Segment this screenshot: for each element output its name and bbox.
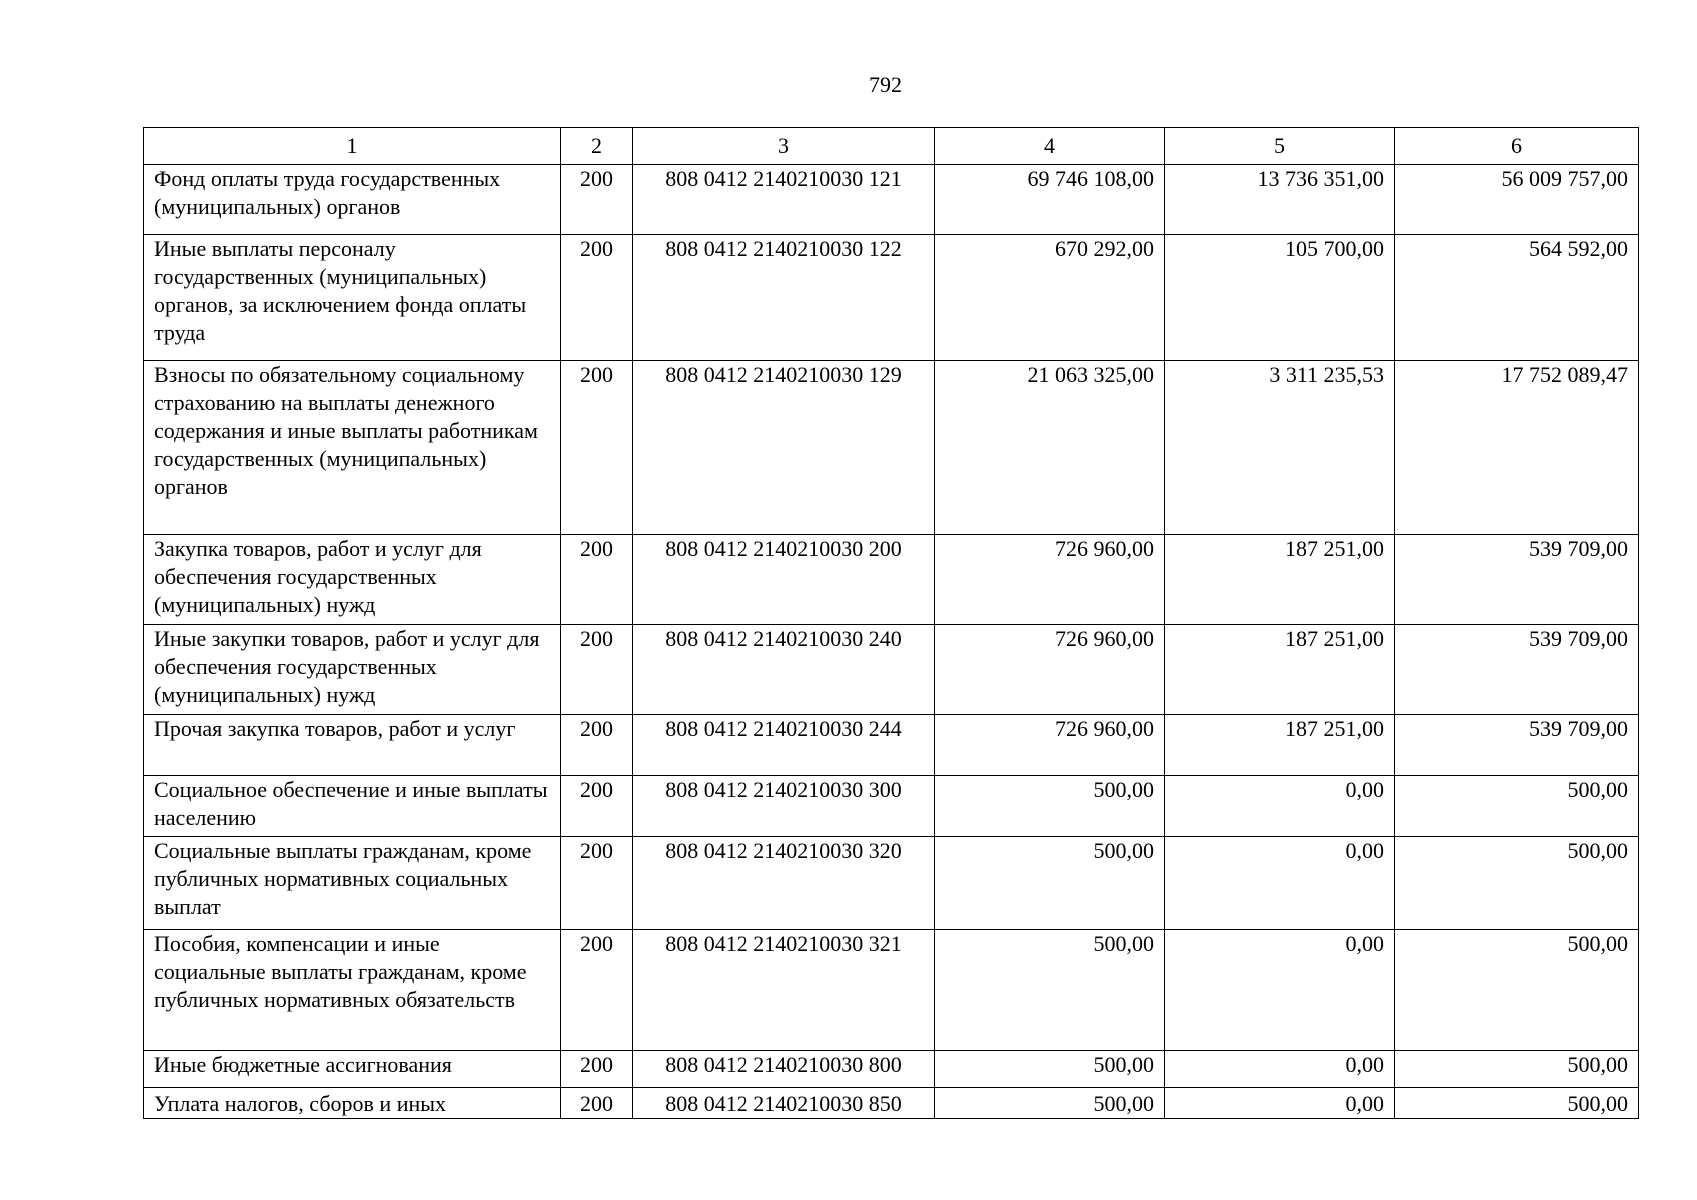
row-col2: 200 <box>561 165 633 235</box>
row-code: 808 0412 2140210030 300 <box>633 776 935 837</box>
row-col5: 3 311 235,53 <box>1165 361 1395 535</box>
row-col2: 200 <box>561 837 633 930</box>
row-col2: 200 <box>561 1051 633 1088</box>
row-name: Иные выплаты персоналу государственных (муниципальных) органов, за исключением фонда оплаты труда <box>144 235 561 361</box>
row-col5: 0,00 <box>1165 837 1395 930</box>
row-name: Закупка товаров, работ и услуг для обеспечения государственных (муниципальных) нужд <box>144 535 561 625</box>
row-col4: 726 960,00 <box>935 625 1165 715</box>
column-header: 5 <box>1165 128 1395 165</box>
row-name: Фонд оплаты труда государственных (муниципальных) органов <box>144 165 561 235</box>
row-col4: 500,00 <box>935 776 1165 837</box>
row-code: 808 0412 2140210030 800 <box>633 1051 935 1088</box>
row-col2: 200 <box>561 625 633 715</box>
row-code: 808 0412 2140210030 122 <box>633 235 935 361</box>
row-col5: 105 700,00 <box>1165 235 1395 361</box>
row-col5: 0,00 <box>1165 1051 1395 1088</box>
row-col2: 200 <box>561 776 633 837</box>
row-code: 808 0412 2140210030 240 <box>633 625 935 715</box>
row-code: 808 0412 2140210030 129 <box>633 361 935 535</box>
row-col6: 500,00 <box>1395 837 1639 930</box>
row-col2: 200 <box>561 235 633 361</box>
table-row <box>144 625 1639 715</box>
row-name: Иные бюджетные ассигнования <box>144 1051 561 1088</box>
table-row <box>144 165 1639 235</box>
row-code: 808 0412 2140210030 850 <box>633 1088 935 1119</box>
table-row <box>144 837 1639 930</box>
row-col6: 500,00 <box>1395 930 1639 1051</box>
row-name: Уплата налогов, сборов и иных <box>144 1088 561 1119</box>
column-header: 1 <box>144 128 561 165</box>
row-col2: 200 <box>561 1088 633 1119</box>
row-col2: 200 <box>561 535 633 625</box>
row-name: Социальное обеспечение и иные выплаты населению <box>144 776 561 837</box>
row-name: Прочая закупка товаров, работ и услуг <box>144 715 561 776</box>
column-header: 3 <box>633 128 935 165</box>
table-row <box>144 715 1639 776</box>
row-col5: 13 736 351,00 <box>1165 165 1395 235</box>
row-code: 808 0412 2140210030 321 <box>633 930 935 1051</box>
row-code: 808 0412 2140210030 121 <box>633 165 935 235</box>
row-name: Взносы по обязательному социальному страхованию на выплаты денежного содержания и иные выплаты работникам государственных (муниципальных) органов <box>144 361 561 535</box>
row-col5: 187 251,00 <box>1165 535 1395 625</box>
table-header-row <box>144 128 1639 165</box>
table-row <box>144 930 1639 1051</box>
page-number: 792 <box>869 72 902 97</box>
row-col6: 56 009 757,00 <box>1395 165 1639 235</box>
row-col6: 539 709,00 <box>1395 715 1639 776</box>
table-row <box>144 535 1639 625</box>
column-header: 6 <box>1395 128 1639 165</box>
row-col4: 500,00 <box>935 1051 1165 1088</box>
table-row <box>144 1051 1639 1088</box>
row-col4: 726 960,00 <box>935 715 1165 776</box>
row-col6: 500,00 <box>1395 1051 1639 1088</box>
row-col6: 17 752 089,47 <box>1395 361 1639 535</box>
row-col4: 500,00 <box>935 837 1165 930</box>
row-col6: 564 592,00 <box>1395 235 1639 361</box>
table-row <box>144 776 1639 837</box>
row-col5: 0,00 <box>1165 776 1395 837</box>
row-col4: 21 063 325,00 <box>935 361 1165 535</box>
row-col6: 539 709,00 <box>1395 535 1639 625</box>
row-col4: 500,00 <box>935 930 1165 1051</box>
row-name: Пособия, компенсации и иные социальные выплаты гражданам, кроме публичных нормативных обязательств <box>144 930 561 1051</box>
row-code: 808 0412 2140210030 244 <box>633 715 935 776</box>
row-col5: 187 251,00 <box>1165 715 1395 776</box>
row-col2: 200 <box>561 361 633 535</box>
row-col4: 670 292,00 <box>935 235 1165 361</box>
column-header: 2 <box>561 128 633 165</box>
row-col5: 187 251,00 <box>1165 625 1395 715</box>
row-code: 808 0412 2140210030 200 <box>633 535 935 625</box>
row-col6: 539 709,00 <box>1395 625 1639 715</box>
row-col2: 200 <box>561 930 633 1051</box>
row-col2: 200 <box>561 715 633 776</box>
table-row <box>144 235 1639 361</box>
table-row <box>144 1088 1639 1119</box>
column-header: 4 <box>935 128 1165 165</box>
row-name: Иные закупки товаров, работ и услуг для обеспечения государственных (муниципальных) нужд <box>144 625 561 715</box>
row-code: 808 0412 2140210030 320 <box>633 837 935 930</box>
row-col6: 500,00 <box>1395 1088 1639 1119</box>
row-col4: 726 960,00 <box>935 535 1165 625</box>
row-col5: 0,00 <box>1165 930 1395 1051</box>
row-col4: 500,00 <box>935 1088 1165 1119</box>
row-col5: 0,00 <box>1165 1088 1395 1119</box>
row-col6: 500,00 <box>1395 776 1639 837</box>
row-name: Социальные выплаты гражданам, кроме публичных нормативных социальных выплат <box>144 837 561 930</box>
budget-table <box>143 127 1639 1119</box>
row-col4: 69 746 108,00 <box>935 165 1165 235</box>
table-row <box>144 361 1639 535</box>
